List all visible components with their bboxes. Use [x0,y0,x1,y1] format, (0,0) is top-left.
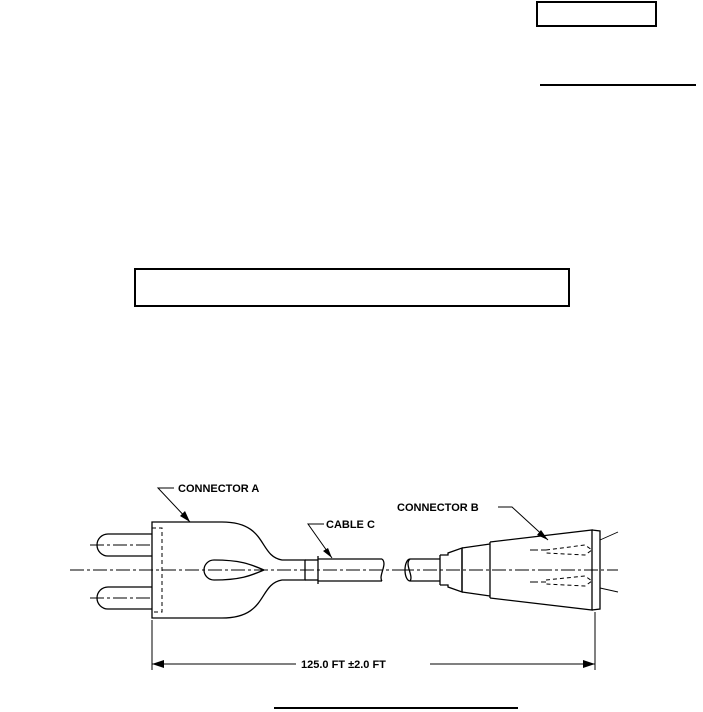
connector-b-label: CONNECTOR B [397,502,479,514]
cable-c-label: CABLE C [326,519,375,531]
header-rule-right [540,84,696,86]
arrow-cable-c [323,548,332,558]
header-box-top-right [536,1,657,27]
caption-rule [274,707,518,709]
title-box [134,268,570,307]
cable-diagram [0,470,703,685]
connector-a-prongs [90,534,152,609]
connector-a-label: CONNECTOR A [178,483,260,495]
dimension-arrow-left [152,660,164,668]
dimension-arrow-right [583,660,595,668]
dimension-label: 125.0 FT ±2.0 FT [301,659,386,671]
